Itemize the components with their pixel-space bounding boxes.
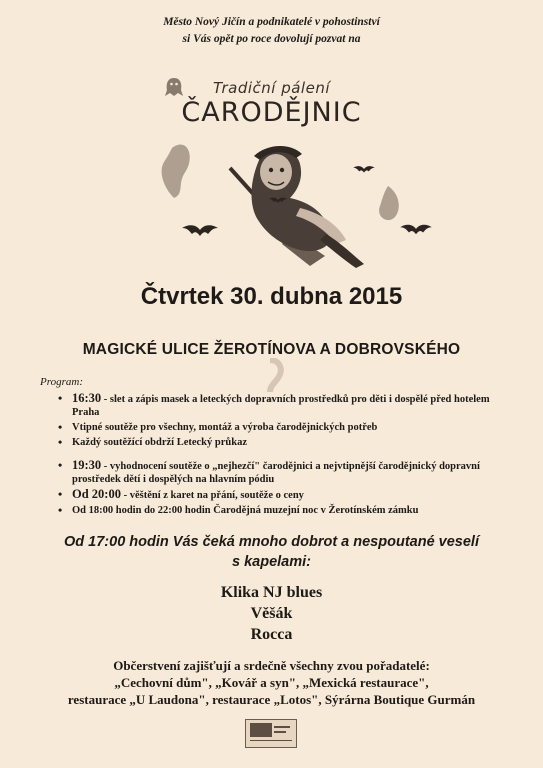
organizers-line-2: „Cechovní dům", „Kovář a syn", „Mexická restaurace", xyxy=(114,675,429,690)
list-item: • Od 18:00 hodin do 22:00 hodin Čarodějná muzejní noc v Žerotínském zámku xyxy=(58,504,518,517)
band-name: Klika NJ blues xyxy=(220,584,323,601)
intro-text xyxy=(0,14,543,48)
title-small: Tradiční pálení xyxy=(212,79,331,97)
program-list-2 xyxy=(58,459,518,519)
list-item: • 16:30 - slet a zápis masek a leteckých dopravních prostředků pro děti i dospělé před hotelem Praha xyxy=(58,392,518,419)
event-subtitle: MAGICKÉ ULICE ŽEROTÍNOVA A DOBROVSKÉHO xyxy=(82,341,461,358)
bat-icon xyxy=(398,222,434,236)
organizers-line-1: Občerstvení zajišťují a srdečně všechny zvou pořadatelé: xyxy=(113,658,430,673)
organizers xyxy=(0,657,543,708)
evening-line-2: s kapelami: xyxy=(232,554,311,570)
ghost-icon xyxy=(163,76,185,98)
list-item: • 19:30 - vyhodnocení soutěže o „nejhezčí" čarodějnici a nejvtipnější čarodějnický dopravní prostředek dětí i dospělých na hlavním pódiu xyxy=(58,459,518,486)
sponsor-logo xyxy=(245,719,297,748)
evening-line-1: Od 17:00 hodin Vás čeká mnoho dobrot a nespoutané veselí xyxy=(64,534,479,550)
intro-line-1: Město Nový Jičín a podnikatelé v pohostinství xyxy=(163,16,380,28)
band-list xyxy=(0,582,543,645)
bat-icon xyxy=(180,222,220,238)
band-name: Rocca xyxy=(250,626,293,643)
program-label: Program: xyxy=(40,376,83,388)
bat-icon xyxy=(352,164,376,174)
list-item: • Od 20:00 - věštění z karet na přání, soutěže o ceny xyxy=(58,488,518,502)
organizers-line-3: restaurace „U Laudona", restaurace „Lotos", Sýrárna Boutique Gurmán xyxy=(67,692,476,707)
intro-line-2: si Vás opět po roce dovolují pozvat na xyxy=(182,33,361,45)
evening-text xyxy=(0,532,543,572)
bat-icon xyxy=(268,196,288,204)
program-list-1 xyxy=(58,392,518,451)
list-item: • Vtipné soutěže pro všechny, montáž a výroba čarodějnických potřeb xyxy=(58,421,518,434)
title-big: ČARODĚJNIC xyxy=(181,97,362,128)
event-date: Čtvrtek 30. dubna 2015 xyxy=(140,283,403,310)
band-name: Věšák xyxy=(250,605,293,622)
list-item: • Každý soutěžící obdrží Letecký průkaz xyxy=(58,436,518,449)
